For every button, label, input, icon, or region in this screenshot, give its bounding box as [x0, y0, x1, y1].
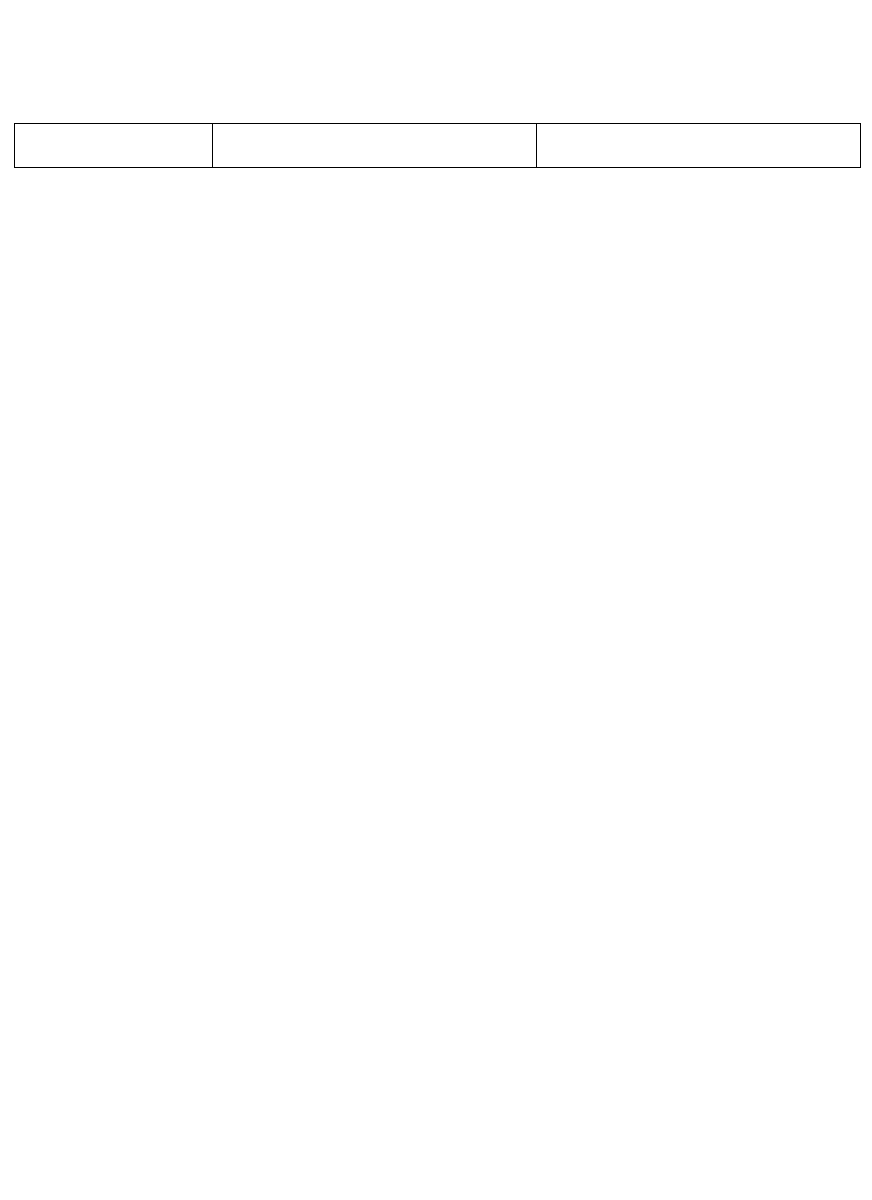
header-date — [15, 124, 213, 168]
header-ipsden — [213, 124, 537, 168]
header-row — [15, 124, 861, 168]
services-table — [14, 123, 861, 168]
header-north-stoke — [537, 124, 861, 168]
